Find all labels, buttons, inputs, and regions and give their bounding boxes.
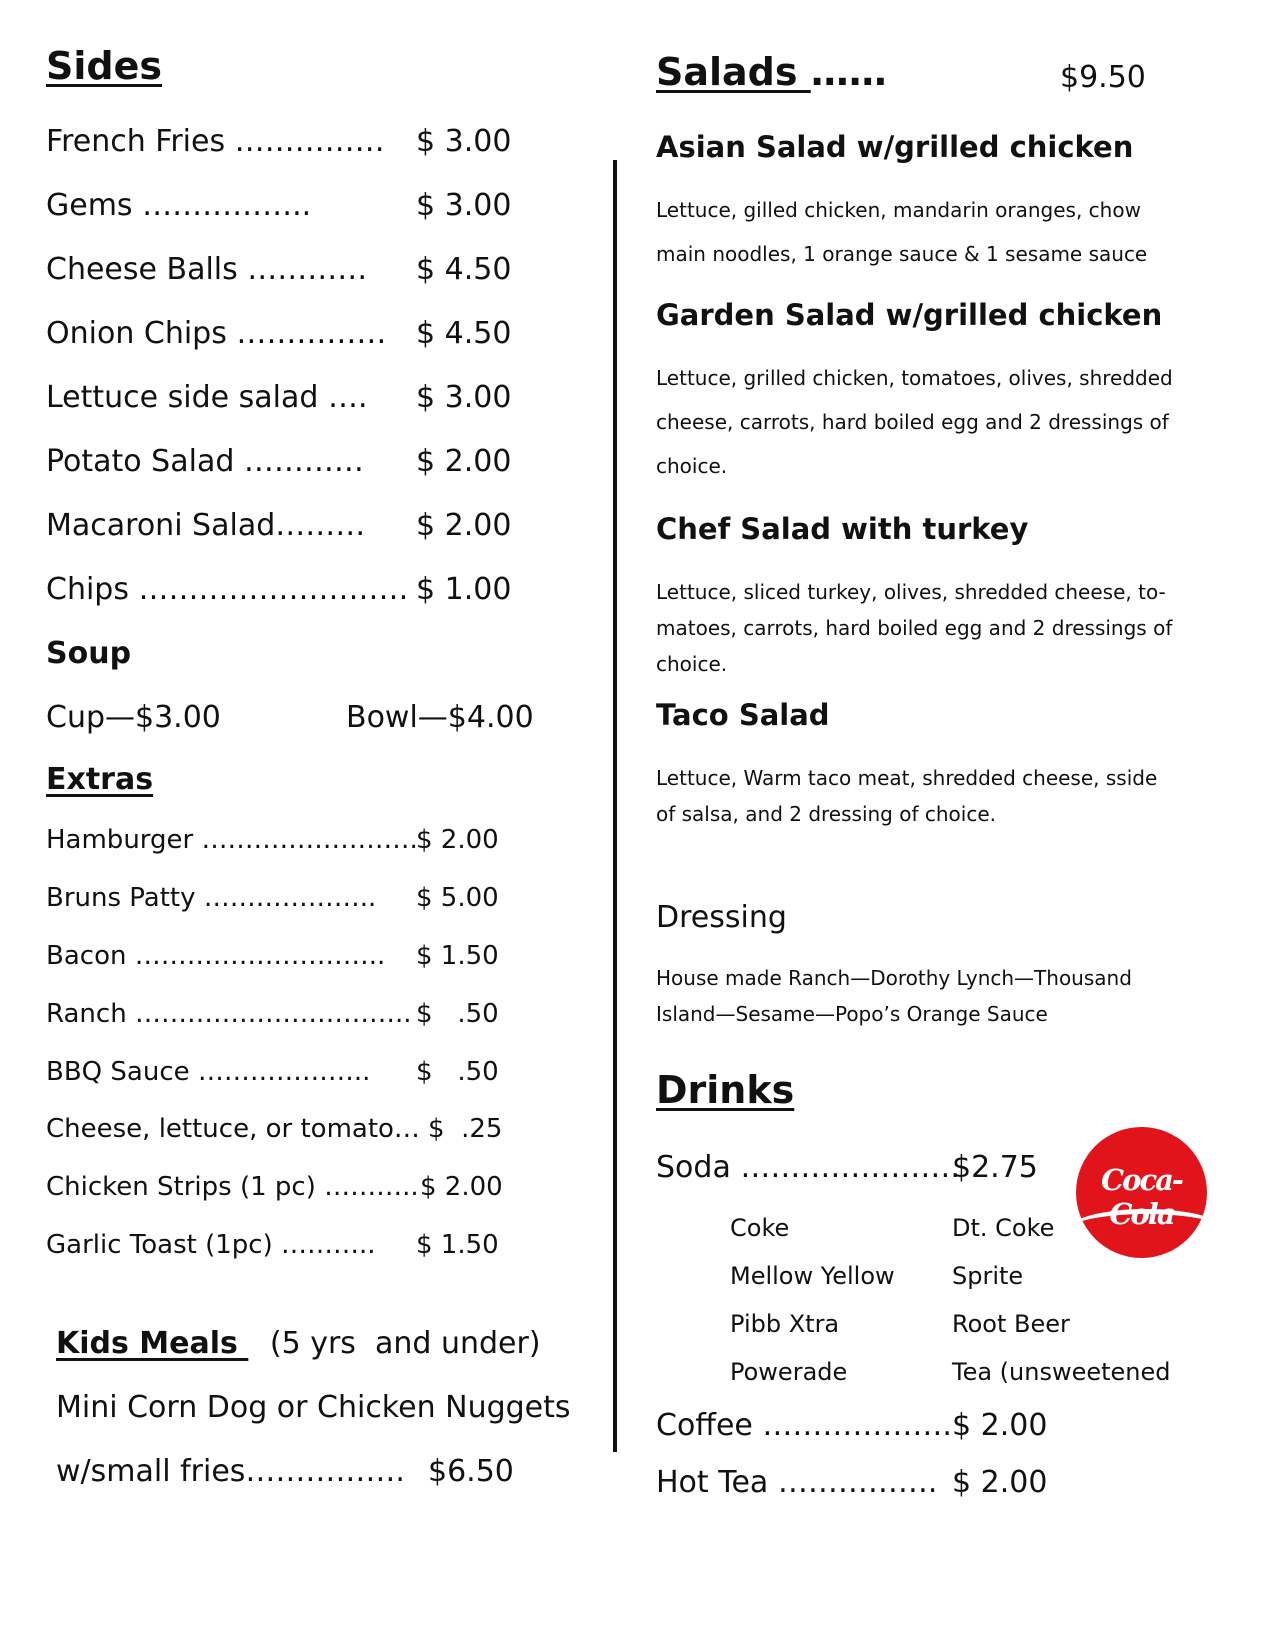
extra-item-label: Garlic Toast (1pc) ……….. <box>46 1230 376 1260</box>
soda-option: Sprite <box>952 1262 1024 1290</box>
side-item-label: French Fries …………… <box>46 124 385 159</box>
extra-item-price: $ 1.50 <box>416 941 499 971</box>
extra-item-price: $ .25 <box>428 1114 503 1144</box>
extra-item-label: Bacon ……………………….. <box>46 941 386 971</box>
extra-item-price: $ 2.00 <box>420 1172 503 1202</box>
extras-heading: Extras <box>46 762 154 797</box>
soup-bowl: Bowl—$4.00 <box>346 700 534 735</box>
side-item-label: Potato Salad ………… <box>46 444 364 479</box>
kids-meals-header <box>56 1326 541 1361</box>
soda-option: Tea (unsweetened <box>952 1358 1171 1386</box>
side-item-price: $ 2.00 <box>416 508 512 543</box>
salad-description: Lettuce, gilled chicken, mandarin oranges, chow main noodles, 1 orange sauce & 1 sesame sauce <box>656 198 1148 266</box>
drinks-heading: Drinks <box>656 1068 795 1112</box>
extra-item-label: Ranch ………………………….. <box>46 999 412 1029</box>
soup-cup: Cup—$3.00 <box>46 700 221 735</box>
side-item-price: $ 2.00 <box>416 444 512 479</box>
side-item-price: $ 3.00 <box>416 124 512 159</box>
kids-meals-line1: Mini Corn Dog or Chicken Nuggets <box>56 1390 571 1425</box>
coca-cola-logo-text: Coca-Cola <box>1101 1163 1182 1231</box>
side-item-label: Gems …………….. <box>46 188 312 223</box>
side-item-label: Lettuce side salad …. <box>46 380 368 415</box>
salad-title: Asian Salad w/grilled chicken <box>656 130 1134 164</box>
salad-title: Taco Salad <box>656 698 830 732</box>
kids-meals-price: $6.50 <box>428 1454 514 1489</box>
side-item-label: Macaroni Salad……… <box>46 508 366 543</box>
side-item-price: $ 3.00 <box>416 380 512 415</box>
dressing-list: House made Ranch—Dorothy Lynch—Thousand Island—Sesame—Popo’s Orange Sauce <box>656 966 1132 1026</box>
kids-meals-note: (5 yrs and under) <box>269 1326 541 1361</box>
soup-heading: Soup <box>46 636 132 671</box>
salads-heading: Salads <box>656 50 811 94</box>
salads-header <box>656 50 887 94</box>
soda-label: Soda …………………. <box>656 1150 960 1185</box>
soda-option: Mellow Yellow <box>730 1262 895 1290</box>
coffee-price: $ 2.00 <box>952 1408 1048 1443</box>
salads-price: $9.50 <box>1060 60 1146 95</box>
soda-price: $2.75 <box>952 1150 1038 1185</box>
coca-cola-logo <box>1076 1127 1207 1258</box>
extra-item-price: $ .50 <box>416 999 499 1029</box>
side-item-price: $ 3.00 <box>416 188 512 223</box>
extra-item-label: Chicken Strips (1 pc) ……….. <box>46 1172 419 1202</box>
salad-title: Garden Salad w/grilled chicken <box>656 298 1163 332</box>
column-divider <box>613 160 617 1452</box>
extra-item-label: BBQ Sauce ……………….. <box>46 1057 371 1087</box>
salad-title: Chef Salad with turkey <box>656 512 1029 546</box>
soda-option: Powerade <box>730 1358 848 1386</box>
salad-description: Lettuce, Warm taco meat, shredded cheese, sside of salsa, and 2 dressing of choice. <box>656 766 1158 826</box>
salads-dots: …… <box>810 50 887 94</box>
side-item-label: Cheese Balls ………… <box>46 252 368 287</box>
extra-item-label: Hamburger ……………………. <box>46 825 418 855</box>
extra-item-price: $ 1.50 <box>416 1230 499 1260</box>
extra-item-price: $ .50 <box>416 1057 499 1087</box>
side-item-price: $ 4.50 <box>416 316 512 351</box>
coca-cola-wave <box>1076 1209 1207 1254</box>
salad-description: Lettuce, grilled chicken, tomatoes, olives, shredded cheese, carrots, hard boiled egg and 2 dressings of choice. <box>656 366 1173 478</box>
extra-item-label: Bruns Patty ……………….. <box>46 883 377 913</box>
side-item-price: $ 4.50 <box>416 252 512 287</box>
salad-description: Lettuce, sliced turkey, olives, shredded cheese, to-matoes, carrots, hard boiled egg and 2 dressings of choice. <box>656 580 1173 676</box>
sides-heading: Sides <box>46 44 162 88</box>
soda-option: Root Beer <box>952 1310 1070 1338</box>
kids-meals-heading: Kids Meals <box>56 1326 249 1361</box>
soda-option: Coke <box>730 1214 790 1242</box>
hot-tea-price: $ 2.00 <box>952 1465 1048 1500</box>
soda-option: Dt. Coke <box>952 1214 1055 1242</box>
dressing-heading: Dressing <box>656 900 787 935</box>
soda-option: Pibb Xtra <box>730 1310 840 1338</box>
coffee-label: Coffee ………………. <box>656 1408 952 1443</box>
extra-item-price: $ 2.00 <box>416 825 499 855</box>
side-item-label: Onion Chips …………… <box>46 316 387 351</box>
kids-meals-line2: w/small fries……………. <box>56 1454 405 1489</box>
extra-item-price: $ 5.00 <box>416 883 499 913</box>
side-item-label: Chips ……………………… <box>46 572 409 607</box>
side-item-price: $ 1.00 <box>416 572 512 607</box>
extra-item-label: Cheese, lettuce, or tomato… <box>46 1114 420 1144</box>
hot-tea-label: Hot Tea ……………. <box>656 1465 938 1500</box>
